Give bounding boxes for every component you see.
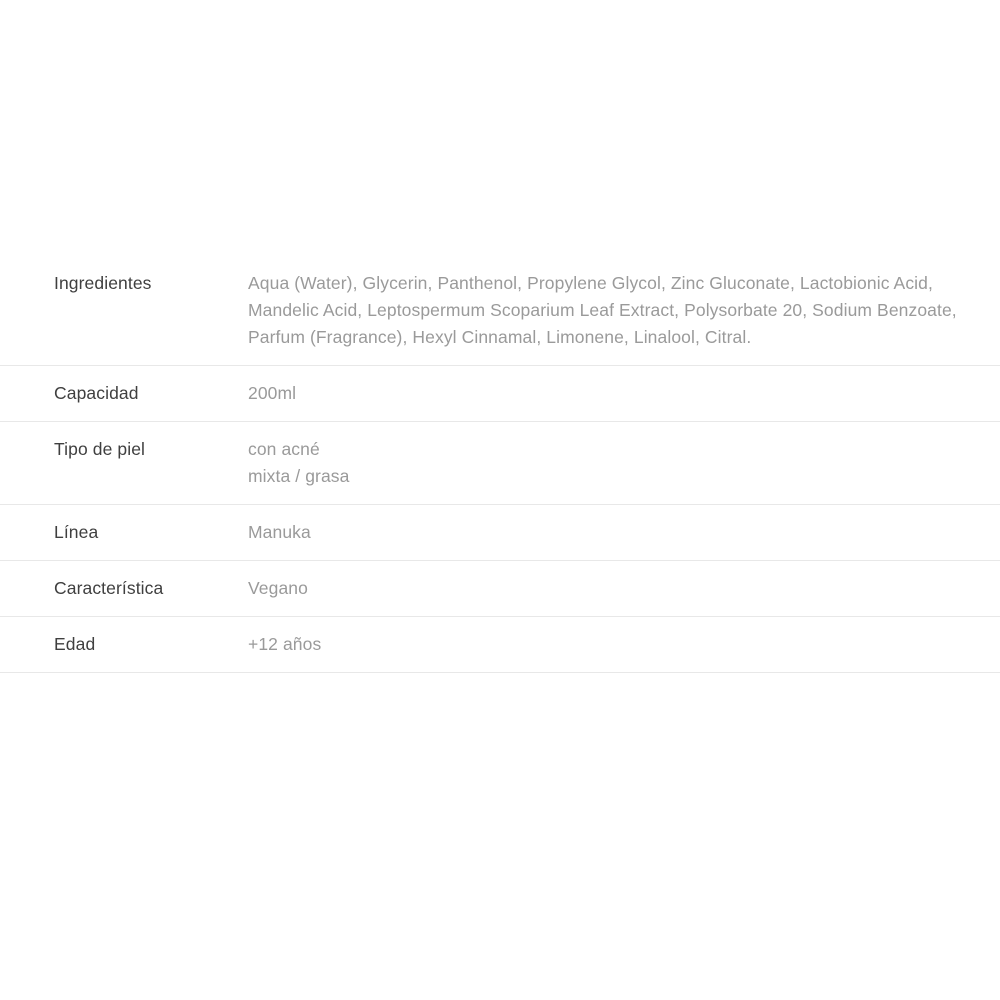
spec-value-line: mixta / grasa xyxy=(248,466,350,486)
spec-value-linea xyxy=(248,519,1000,546)
spec-value-edad xyxy=(248,631,1000,658)
spec-label-tipo-de-piel: Tipo de piel xyxy=(54,439,146,459)
table-row xyxy=(0,365,1000,421)
spec-value-caracteristica xyxy=(248,575,1000,602)
table-row xyxy=(0,560,1000,616)
spec-value-line: Vegano xyxy=(248,578,308,598)
spec-label-caracteristica: Característica xyxy=(54,578,164,598)
spec-value-line: Parfum (Fragrance), Hexyl Cinnamal, Limonene, Linalool, Citral. xyxy=(248,327,752,347)
spec-value-ingredientes xyxy=(248,270,1000,351)
spec-value-line: Aqua (Water), Glycerin, Panthenol, Propylene Glycol, Zinc Gluconate, Lactobionic Acid, xyxy=(248,273,933,293)
spec-value-line: con acné xyxy=(248,439,320,459)
spec-value-tipo-de-piel xyxy=(248,436,1000,490)
table-row xyxy=(0,616,1000,673)
spec-value-line: Manuka xyxy=(248,522,311,542)
spec-label-edad: Edad xyxy=(54,634,96,654)
spec-value-line: +12 años xyxy=(248,634,322,654)
table-row xyxy=(0,421,1000,504)
table-row xyxy=(0,258,1000,365)
spec-value-line: Mandelic Acid, Leptospermum Scoparium Leaf Extract, Polysorbate 20, Sodium Benzoate, xyxy=(248,300,957,320)
spec-label-linea: Línea xyxy=(54,522,99,542)
spec-label-capacidad: Capacidad xyxy=(54,383,139,403)
product-specification-table xyxy=(0,258,1000,673)
spec-value-line: 200ml xyxy=(248,383,297,403)
spec-value-capacidad xyxy=(248,380,1000,407)
spec-label-ingredientes: Ingredientes xyxy=(54,273,152,293)
table-row xyxy=(0,504,1000,560)
